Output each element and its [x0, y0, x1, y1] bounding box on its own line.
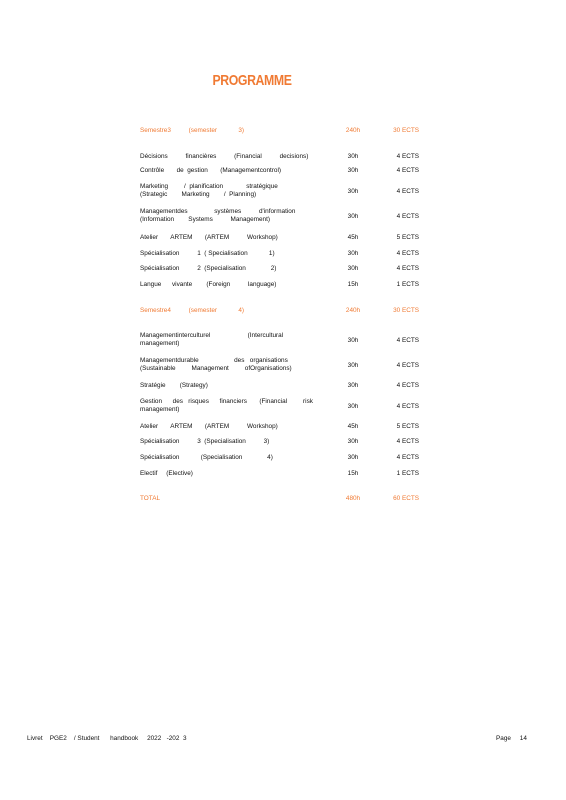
semester-4-ects: 30 ECTS: [393, 307, 419, 314]
course-hours: 30h: [347, 438, 359, 445]
course-name: Stratégie (Strategy): [140, 382, 208, 389]
course-hours: 45h: [347, 423, 359, 430]
course-name: Spécialisation 3 (Specialisation 3): [140, 438, 270, 445]
total-label: TOTAL: [140, 495, 161, 502]
course-name: Atelier ARTEM (ARTEM Workshop): [140, 423, 278, 430]
footer-document-name: Livret PGE2 / Student handbook 2022 -202 3: [27, 735, 187, 742]
course-ects: 4 ECTS: [396, 362, 419, 369]
semester-3-ects: 30 ECTS: [393, 127, 419, 134]
course-name: Contrôle de gestion (Managementcontrol): [140, 167, 282, 174]
course-name: Atelier ARTEM (ARTEM Workshop): [140, 234, 278, 241]
page-title: PROGRAMME: [212, 72, 292, 89]
course-ects: 1 ECTS: [396, 470, 419, 477]
semester-4-hours: 240h: [345, 307, 361, 314]
total-hours: 480h: [345, 495, 361, 502]
course-name-english: management): [140, 340, 180, 348]
course-ects: 4 ECTS: [396, 337, 419, 344]
course-hours: 45h: [347, 234, 359, 241]
course-name: Spécialisation 1 ( Specialisation 1): [140, 250, 275, 257]
course-hours: 30h: [347, 213, 359, 220]
course-ects: 4 ECTS: [396, 454, 419, 461]
course-hours: 30h: [347, 382, 359, 389]
course-name-english: (Strategic Marketing / Planning): [140, 191, 257, 199]
course-hours: 15h: [347, 470, 359, 477]
total-ects: 60 ECTS: [393, 495, 419, 502]
course-hours: 30h: [347, 362, 359, 369]
course-name-english: (Sustainable Management ofOrganisations): [140, 365, 292, 373]
course-ects: 4 ECTS: [396, 403, 419, 410]
semester-3-label: Semestre3 (semester 3): [140, 127, 245, 134]
course-name: Managementinterculturel (Intercultural: [140, 332, 284, 339]
course-name: Spécialisation (Specialisation 4): [140, 454, 273, 461]
course-name: Gestion des risques financiers (Financial risk: [140, 398, 313, 405]
course-ects: 1 ECTS: [396, 281, 419, 288]
course-hours: 30h: [347, 403, 359, 410]
semester-4-label: Semestre4 (semester 4): [140, 307, 245, 314]
course-ects: 4 ECTS: [396, 265, 419, 272]
course-hours: 15h: [347, 281, 359, 288]
semester-3-hours: 240h: [345, 127, 361, 134]
course-ects: 4 ECTS: [396, 153, 419, 160]
course-name: Managementdes systèmes d'information: [140, 208, 296, 215]
course-ects: 4 ECTS: [396, 382, 419, 389]
course-hours: 30h: [347, 250, 359, 257]
course-ects: 4 ECTS: [396, 188, 419, 195]
course-ects: 4 ECTS: [396, 213, 419, 220]
course-hours: 30h: [347, 337, 359, 344]
course-ects: 4 ECTS: [396, 250, 419, 257]
course-name: Langue vivante (Foreign language): [140, 281, 277, 288]
course-hours: 30h: [347, 167, 359, 174]
course-ects: 5 ECTS: [396, 423, 419, 430]
course-hours: 30h: [347, 153, 359, 160]
course-hours: 30h: [347, 265, 359, 272]
course-name: Spécialisation 2 (Specialisation 2): [140, 265, 277, 272]
course-hours: 30h: [347, 454, 359, 461]
footer-page-number: Page 14: [496, 735, 527, 742]
course-ects: 5 ECTS: [396, 234, 419, 241]
course-hours: 30h: [347, 188, 359, 195]
course-ects: 4 ECTS: [396, 167, 419, 174]
course-name: Managementdurable des organisations: [140, 357, 288, 364]
course-name-english: (Information Systems Management): [140, 216, 270, 224]
course-name: Décisions financières (Financial decisions): [140, 153, 309, 160]
course-name: Electif (Elective): [140, 470, 193, 477]
course-ects: 4 ECTS: [396, 438, 419, 445]
course-name: Marketing / planification stratégique: [140, 183, 278, 190]
course-name-english: management): [140, 406, 180, 414]
